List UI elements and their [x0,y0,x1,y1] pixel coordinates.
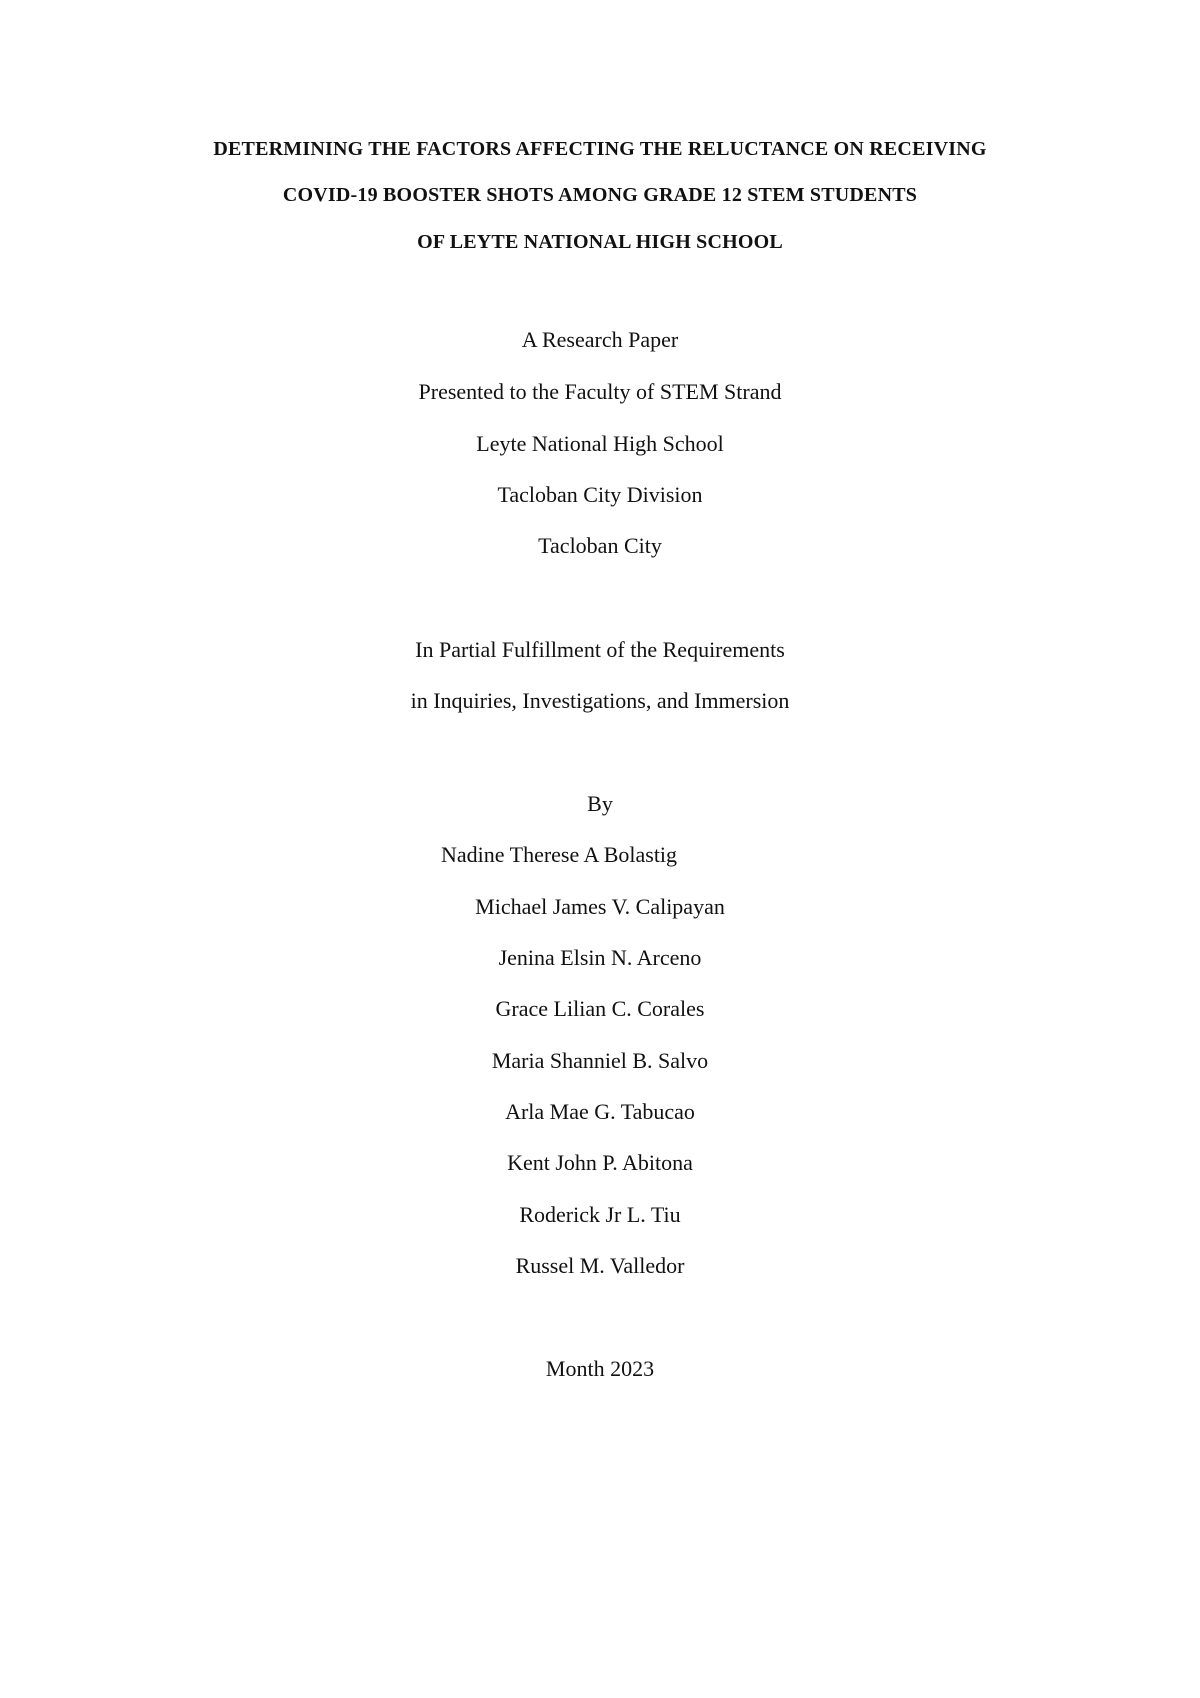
author-name: Jenina Elsin N. Arceno [498,945,702,970]
school-name: Leyte National High School [476,431,724,456]
author-name: Grace Lilian C. Corales [495,996,705,1021]
author-name: Michael James V. Calipayan [475,894,725,919]
author-name: Nadine Therese A Bolastig [441,842,678,867]
fulfillment-line-2: in Inquiries, Investigations, and Immersion [410,688,790,713]
fulfillment-line-1: In Partial Fulfillment of the Requirements [415,637,785,662]
author-name: Roderick Jr L. Tiu [519,1202,681,1227]
submission-date: Month 2023 [545,1356,655,1381]
city-name: Tacloban City [538,533,662,558]
title-line-3: OF LEYTE NATIONAL HIGH SCHOOL [417,231,783,253]
paper-type: A Research Paper [521,327,679,352]
author-name: Arla Mae G. Tabucao [505,1099,695,1124]
author-name: Russel M. Valledor [515,1253,685,1278]
author-name: Kent John P. Abitona [507,1150,693,1175]
by-label: By [587,791,613,816]
title-line-1: DETERMINING THE FACTORS AFFECTING THE RELUCTANCE ON RECEIVING [213,138,987,160]
author-name: Maria Shanniel B. Salvo [491,1048,709,1073]
division-name: Tacloban City Division [497,482,703,507]
title-line-2: COVID-19 BOOSTER SHOTS AMONG GRADE 12 STEM STUDENTS [282,184,918,206]
presented-to: Presented to the Faculty of STEM Strand [418,379,782,404]
